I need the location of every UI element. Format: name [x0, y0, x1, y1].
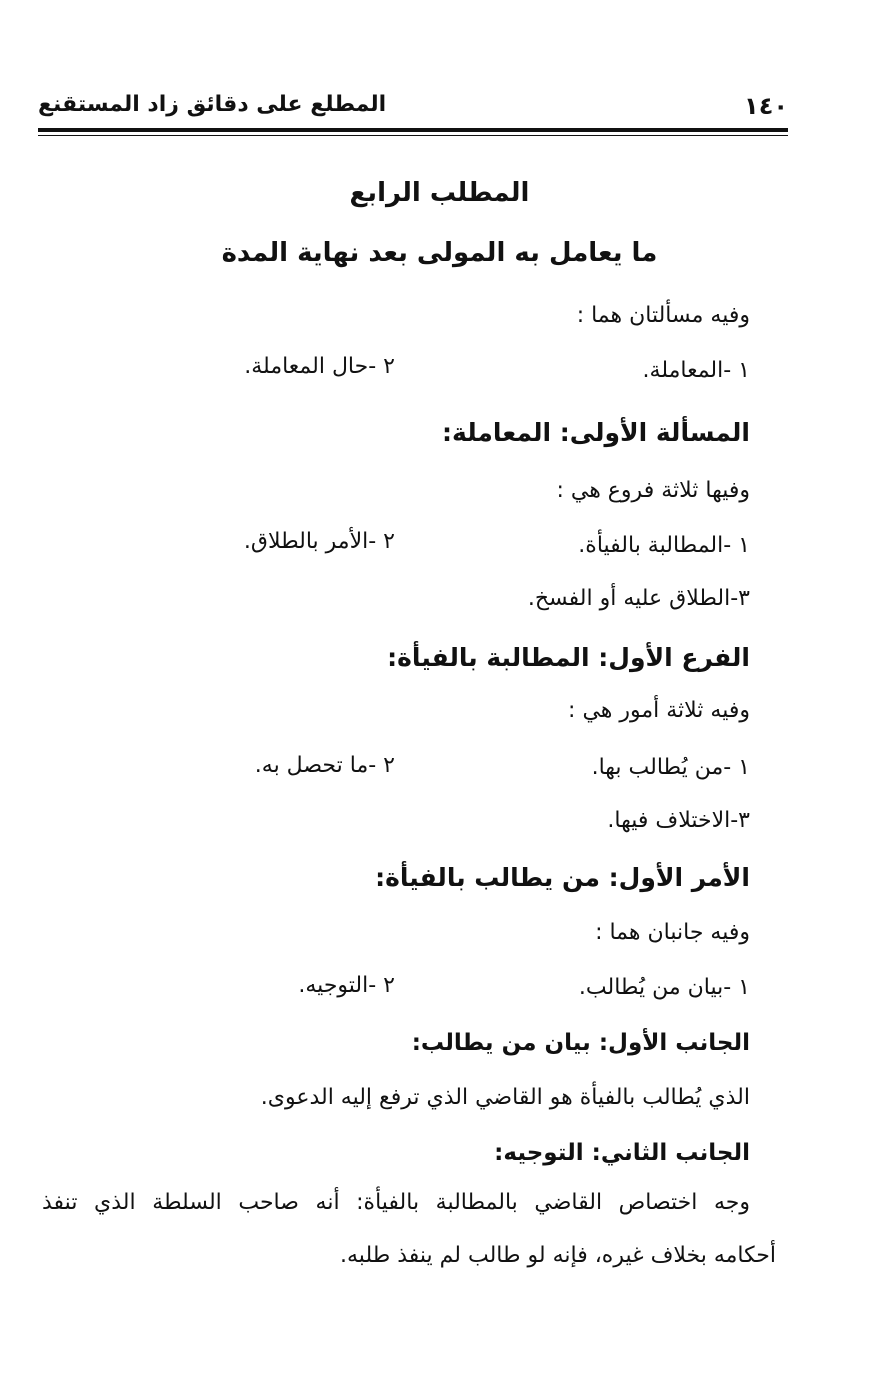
section-title: المطلب الرابع: [349, 178, 530, 208]
section-subtitle: ما يعامل به المولى بعد نهاية المدة: [221, 238, 658, 268]
list-item: ٣-الاختلاف فيها.: [607, 808, 750, 833]
list-item: ١ -من يُطالب بها.: [591, 755, 750, 780]
matter-heading: الأمر الأول: من يطالب بالفيأة:: [375, 863, 750, 892]
list-item: ٢ -ما تحصل به.: [254, 753, 395, 778]
list-item: ٢ -التوجيه.: [298, 973, 395, 998]
branch-heading: الفرع الأول: المطالبة بالفيأة:: [387, 643, 750, 672]
branch-intro: وفيه ثلاثة أمور هي :: [568, 698, 750, 723]
header-rule-thin: [38, 135, 788, 136]
header-rule-thick: [38, 128, 788, 132]
list-item: ٢ -حال المعاملة.: [244, 354, 395, 379]
list-item: ١ -بيان من يُطالب.: [578, 975, 750, 1000]
side-heading: الجانب الأول: بيان من يطالب:: [411, 1030, 750, 1056]
side-text: أحكامه بخلاف غيره، فإنه لو طالب لم ينفذ طلبه.: [340, 1243, 776, 1268]
issue-intro: وفيها ثلاثة فروع هي :: [556, 478, 750, 503]
running-title: المطلع على دقائق زاد المستقنع: [38, 92, 387, 117]
page-header: [38, 88, 788, 128]
intro-text: وفيه مسألتان هما :: [576, 303, 750, 328]
list-item: ٣-الطلاق عليه أو الفسخ.: [527, 586, 750, 611]
list-item: ١ -المطالبة بالفيأة.: [578, 533, 750, 558]
issue-heading: المسألة الأولى: المعاملة:: [442, 418, 750, 447]
side-text: وجه اختصاص القاضي بالمطالبة بالفيأة: أنه صاحب السلطة الذي تنفذ: [42, 1190, 750, 1215]
list-item: ٢ -الأمر بالطلاق.: [243, 529, 395, 554]
page-number: ١٤٠: [744, 92, 788, 120]
list-item: ١ -المعاملة.: [642, 358, 750, 383]
matter-intro: وفيه جانبان هما :: [595, 920, 750, 945]
side-heading: الجانب الثاني: التوجيه:: [494, 1140, 750, 1166]
side-text: الذي يُطالب بالفيأة هو القاضي الذي ترفع إليه الدعوى.: [260, 1085, 750, 1110]
